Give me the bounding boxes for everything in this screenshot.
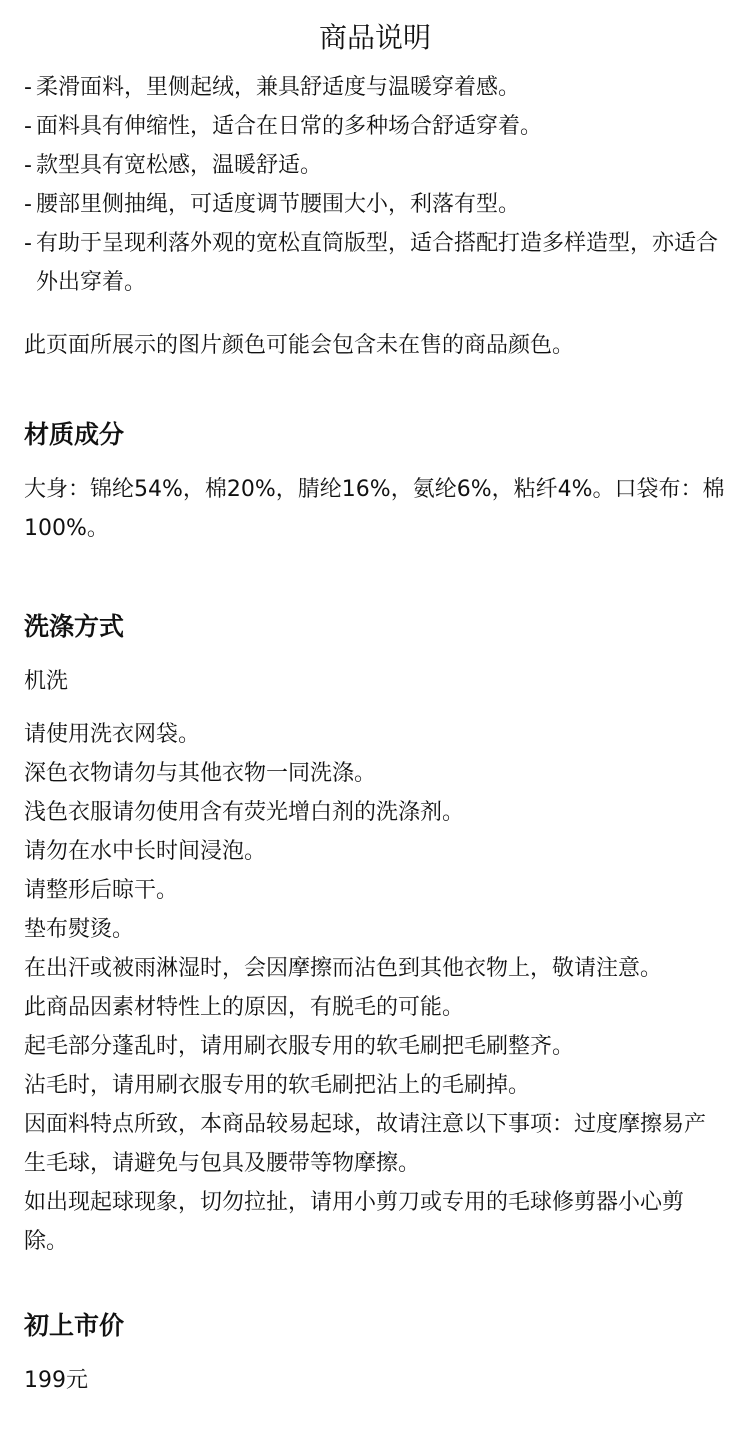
- feature-item: - 有助于呈现利落外观的宽松直筒版型，适合搭配打造多样造型，亦适合外出穿着。: [24, 224, 726, 302]
- washing-instruction: 垫布熨烫。: [24, 917, 135, 942]
- page-title: 商品说明: [318, 21, 431, 54]
- washing-instruction: 起毛部分蓬乱时，请用刷衣服专用的软毛刷把毛刷整齐。: [24, 1034, 575, 1059]
- washing-instruction: 浅色衣服请勿使用含有荧光增白剂的洗涤剂。: [24, 800, 465, 825]
- washing-instruction: 在出汗或被雨淋湿时，会因摩擦而沾色到其他衣物上，敬请注意。: [24, 956, 663, 981]
- feature-item: - 腰部里侧抽绳，可适度调节腰围大小，利落有型。: [24, 185, 726, 224]
- washing-instruction: 请使用洗衣网袋。: [24, 722, 201, 747]
- launch-price: 199元: [24, 1368, 88, 1393]
- washing-instruction: 请整形后晾干。: [24, 878, 179, 903]
- price-heading: 初上市价: [24, 1311, 125, 1340]
- feature-item: - 款型具有宽松感，温暖舒适。: [24, 146, 726, 185]
- washing-instruction: 沾毛时，请用刷衣服专用的软毛刷把沾上的毛刷掉。: [24, 1073, 531, 1098]
- washing-instruction: 请勿在水中长时间浸泡。: [24, 839, 267, 864]
- washing-instructions: [24, 715, 726, 1261]
- color-disclaimer: 此页面所展示的图片颜色可能会包含未在售的商品颜色。: [24, 333, 575, 358]
- material-section: [24, 415, 726, 548]
- washing-instruction: 因面料特点所致，本商品较易起球，故请注意以下事项：过度摩擦易产生毛球，请避免与包具及腰带等物摩擦。: [24, 1112, 707, 1176]
- feature-item: - 面料具有伸缩性，适合在日常的多种场合舒适穿着。: [24, 107, 726, 146]
- washing-instruction: 深色衣物请勿与其他衣物一同洗涤。: [24, 761, 377, 786]
- washing-heading: 洗涤方式: [24, 612, 125, 641]
- material-heading: 材质成分: [24, 420, 125, 449]
- washing-method: 机洗: [24, 669, 69, 694]
- washing-section: [24, 607, 726, 1261]
- material-composition: 大身：锦纶54%，棉20%，腈纶16%，氨纶6%，粘纤4%。口袋布：棉100%。: [24, 477, 725, 541]
- feature-item: - 柔滑面料，里侧起绒，兼具舒适度与温暖穿着感。: [24, 68, 726, 107]
- washing-instruction: 如出现起球现象，切勿拉扯，请用小剪刀或专用的毛球修剪器小心剪除。: [24, 1190, 685, 1254]
- price-section: [24, 1306, 726, 1400]
- feature-list: [24, 68, 726, 302]
- washing-instruction: 此商品因素材特性上的原因，有脱毛的可能。: [24, 995, 465, 1020]
